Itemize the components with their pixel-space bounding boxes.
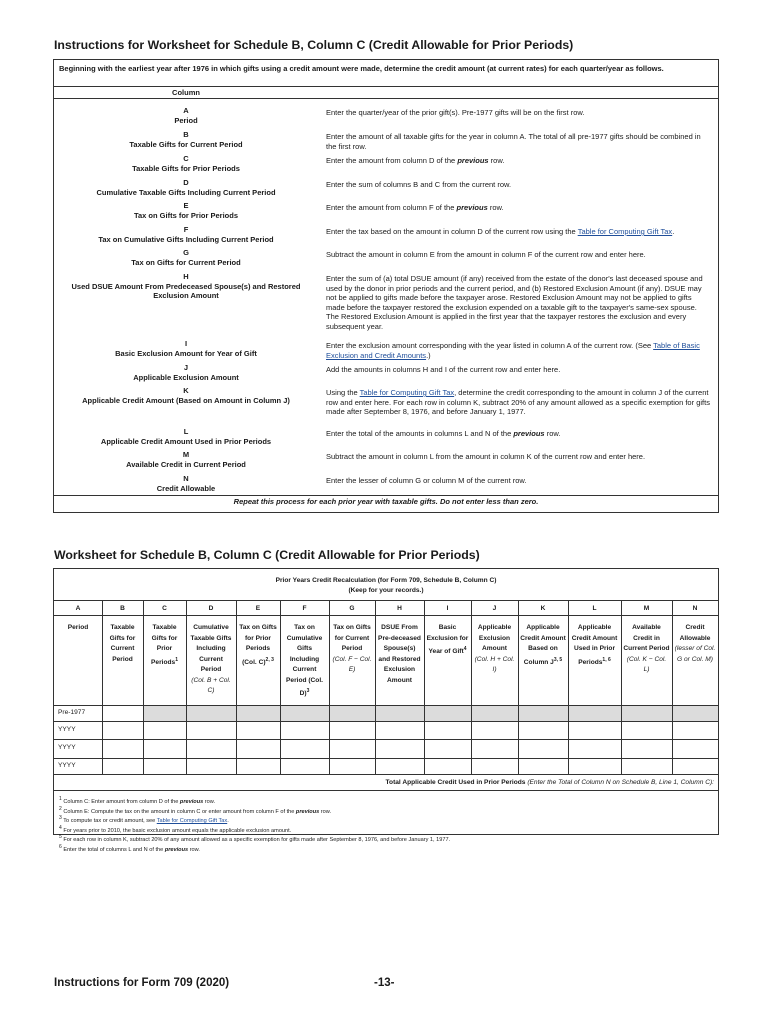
column-heading (104, 623, 141, 665)
worksheet-table (53, 568, 719, 853)
column-letter: E (255, 605, 261, 612)
column-name: Period (174, 115, 198, 125)
grid-line (471, 600, 472, 774)
grid-line (54, 600, 718, 601)
column-heading (473, 623, 516, 676)
column-instruction: Using the Table for Computing Gift Tax, determine the credit corresponding to the amount in column J of the current row and enter here. For each row in column K, subtract 20% of any amount allowed as a specific exemption for gifts made after September 8, 1976, and before January 1, 1977. (326, 388, 710, 416)
footnote-number: 4 (59, 824, 62, 831)
column-letter: L (183, 427, 189, 436)
grid-line (424, 600, 425, 774)
footnote-number: 6 (59, 843, 62, 850)
emphasis: previous (457, 156, 489, 165)
grid-line (54, 790, 718, 791)
column-name: Taxable Gifts for Prior Periods (132, 163, 240, 173)
column-instruction: Enter the total of the amounts in columns L and N of the previous row. (326, 429, 561, 438)
column-label (54, 178, 318, 197)
column-instruction: Add the amounts in columns H and I of the current row and enter here. (326, 365, 561, 374)
column-name: Basic Exclusion Amount for Year of Gift (115, 348, 257, 358)
column-instruction: Enter the amount from column D of the previous row. (326, 156, 505, 165)
column-letter: J (183, 363, 189, 372)
column-heading (331, 623, 373, 676)
heading-text: Taxable Gifts for Prior Periods (151, 624, 178, 666)
grid-line (329, 600, 330, 774)
grid-line (54, 705, 718, 706)
column-name: Cumulative Taxable Gifts Including Current Period (96, 187, 276, 197)
column-heading (188, 623, 234, 697)
instructions-intro: Beginning with the earliest year after 1976 in which gifts using a credit amount were made, determine the credit amount (at current rates) for each quarter/year as follows. (59, 64, 664, 73)
column-header: Column (172, 88, 200, 97)
formula-note: (Col. B + Col. C) (191, 676, 231, 694)
grid-line (672, 600, 673, 774)
instructions-title: Instructions for Worksheet for Schedule B, Column C (Credit Allowable for Prior Periods) (54, 38, 574, 52)
grid-line (518, 600, 519, 774)
shaded-cell (143, 706, 718, 721)
column-heading (623, 623, 670, 676)
row-period-label: Pre-1977 (58, 709, 86, 716)
column-heading (377, 623, 422, 686)
grid-line (54, 739, 718, 740)
column-letter: H (183, 272, 189, 281)
column-letter: M (643, 605, 650, 612)
row-period-label: YYYY (58, 744, 76, 751)
column-label (54, 386, 318, 405)
emphasis: previous (179, 798, 204, 805)
column-letter: B (120, 605, 125, 612)
column-letter: A (75, 605, 81, 612)
footnote-ref: 4 (463, 646, 467, 652)
column-letter: G (183, 248, 189, 257)
footnote: $^6$ Enter the total of columns L and N of the previous row. (59, 843, 200, 853)
grid-line (621, 600, 622, 774)
footnote-ref: 2, 3 (265, 656, 274, 663)
footer-form-name: Instructions for Form 709 (2020) (54, 977, 230, 989)
footnote-ref: 1 (175, 656, 178, 663)
worksheet-caption (54, 576, 718, 596)
grid-line (54, 774, 718, 775)
footnote-ref: 3, 5 (553, 656, 563, 663)
grid-line (186, 600, 187, 774)
column-letter: N (692, 605, 698, 612)
column-heading (674, 623, 716, 665)
heading-text: Applicable Credit Amount Used in Prior Periods (571, 624, 618, 666)
grid-line (54, 758, 718, 759)
row-period-label: YYYY (58, 726, 76, 733)
footnote: $^2$ Column E: Compute the tax on the amount in column C or enter amount from column F of the previous row. (59, 805, 332, 815)
column-instruction: Enter the amount from column F of the previous row. (326, 203, 504, 212)
column-instruction: Enter the sum of columns B and C from the current row. (326, 180, 512, 189)
column-instruction: Subtract the amount in column L from the amount in column K of the current row and enter here. (326, 452, 646, 461)
column-letter: N (183, 474, 189, 483)
footnote-number: 5 (59, 834, 62, 840)
formula-note: (Col. K − Col. L) (626, 655, 667, 673)
column-instruction: Enter the exclusion amount corresponding with the year listed in column A of the current row. (See Table of Basic Exclusion and Credit Amounts.) (326, 341, 700, 360)
grid-line (375, 600, 376, 774)
column-letter: G (349, 605, 355, 612)
column-letter: E (183, 201, 189, 210)
column-letter: D (208, 605, 214, 612)
column-instruction: Enter the amount of all taxable gifts for the year in column A. The total of all pre-1977 gifts should be combined in the first row. (326, 132, 701, 151)
footnote: $^3$ To compute tax or credit amount, see Table for Computing Gift Tax. (59, 815, 229, 824)
column-name: Credit Allowable (156, 483, 216, 493)
column-letter: I (184, 339, 188, 348)
column-instruction: Enter the lesser of column G or column M of the current row. (326, 476, 527, 485)
footnote-number: 2 (59, 805, 62, 812)
table-link[interactable]: Table for Computing Gift Tax (577, 227, 673, 236)
column-heading (238, 623, 278, 668)
heading-text: Basic Exclusion for Year of Gift (426, 624, 469, 656)
column-heading (570, 623, 619, 668)
divider (54, 98, 718, 99)
heading-text: Tax on Cumulative Gifts Including Current Period (Col. D) (286, 624, 323, 698)
column-instruction: Enter the tax based on the amount in column D of the current row using the Table for Computing Gift Tax. (326, 227, 675, 236)
column-name: Tax on Gifts for Prior Periods (133, 210, 239, 220)
column-letter: B (183, 130, 189, 139)
heading-text: DSUE From Pre-deceased Spouse(s) and Restored Exclusion Amount (378, 624, 421, 684)
column-instruction: Enter the quarter/year of the prior gift(s). Pre-1977 gifts will be on the first row. (326, 108, 585, 117)
column-label (54, 154, 318, 173)
emphasis: previous (164, 846, 189, 853)
heading-text: Applicable Credit Amount Based on Column J (520, 624, 566, 666)
column-label (54, 106, 318, 125)
column-instruction: Subtract the amount in column E from the amount in column F of the current row and enter here. (326, 250, 646, 259)
footnote-ref: 3 (306, 688, 310, 694)
column-instruction: Enter the sum of (a) total DSUE amount (if any) received from the estate of the donor's last deceased spouse and used by the donor in prior periods and the current period, and (b) Restored Exclusion Amount (if any). DSUE may not be applied to gifts made before the taxpayer arose. Restored Exclusion Amount may not be applied to gifts made before the taxpayer restored the exclusion expended on a taxable gift to the taxpayer's same-sex spouse. The Restored Exclusion Amount is applied in the first year that the taxpayer restores the exclusion and every subsequent year. (326, 274, 703, 331)
column-letter: H (397, 605, 402, 612)
column-heading (282, 623, 327, 700)
grid-line (236, 600, 237, 774)
footnote: $^5$ For each row in column K, subtract 20% of any amount allowed as a specific exemption for gifts made after September 8, 1976, and before January 1, 1977. (59, 834, 451, 843)
footnote: $^4$ For years prior to 2010, the basic exclusion amount equals the applicable exclusion amount. (59, 824, 292, 834)
grid-line (143, 600, 144, 774)
footnote-number: 3 (59, 815, 62, 821)
column-label (54, 427, 318, 446)
footer-page-number: -13- (374, 977, 395, 989)
column-heading (56, 623, 100, 634)
grid-line (280, 600, 281, 774)
worksheet-title: Worksheet for Schedule B, Column C (Credit Allowable for Prior Periods) (54, 548, 480, 562)
column-heading (520, 623, 566, 668)
column-letter: K (183, 386, 189, 395)
column-name: Tax on Gifts for Current Period (131, 257, 241, 267)
column-heading (145, 623, 184, 668)
footnote-ref: 1, 6 (602, 656, 611, 663)
column-label (54, 248, 318, 267)
grid-line (568, 600, 569, 774)
heading-text: Period (67, 624, 89, 631)
heading-text: Credit Allowable (679, 624, 711, 642)
column-name: Taxable Gifts for Current Period (129, 139, 243, 149)
column-letter: F (183, 225, 189, 234)
column-letter: I (446, 605, 449, 612)
column-letter: M (182, 450, 190, 459)
column-letter: J (492, 605, 497, 612)
divider (54, 86, 718, 87)
column-heading (426, 623, 469, 658)
total-label-text: Total Applicable Credit Used in Prior Periods (385, 779, 526, 786)
heading-text: Available Credit in Current Period (623, 624, 670, 652)
column-label (54, 474, 318, 493)
formula-note: (lesser of Col. G or Col. M) (674, 645, 716, 663)
heading-text: Taxable Gifts for Current Period (109, 624, 136, 663)
column-name: Available Credit in Current Period (126, 459, 246, 469)
column-letter: C (162, 605, 167, 612)
footnote: $^1$ Column C: Enter amount from column D of the previous row. (59, 796, 216, 805)
heading-text: Cumulative Taxable Gifts Including Current Period (190, 624, 232, 673)
column-label (54, 339, 318, 358)
column-label (54, 272, 318, 301)
column-name: Applicable Exclusion Amount (133, 372, 239, 382)
column-letter: A (183, 106, 189, 115)
column-letter: C (183, 154, 189, 163)
formula-note: (Col. H + Col. I) (474, 655, 515, 673)
column-name: Applicable Credit Amount Used in Prior Periods (100, 436, 272, 446)
column-name: Tax on Cumulative Gifts Including Current Period (98, 234, 274, 244)
column-label (54, 201, 318, 220)
repeat-note: Repeat this process for each prior year with taxable gifts. Do not enter less than zero. (233, 497, 539, 506)
heading-text: Tax on Gifts for Prior Periods (Col. C) (239, 624, 277, 666)
table-link[interactable]: Table for Computing Gift Tax (156, 817, 228, 824)
emphasis: previous (295, 808, 320, 815)
column-letter: F (302, 605, 307, 612)
caption-line-1: Prior Years Credit Recalculation (for Form 709, Schedule B, Column C) (275, 577, 497, 584)
instructions-box (53, 59, 719, 513)
formula-note: (Col. F − Col. E) (332, 655, 372, 673)
column-label (54, 450, 318, 469)
row-period-label: YYYY (58, 762, 76, 769)
column-label (54, 130, 318, 149)
column-label (54, 225, 318, 244)
column-label (54, 363, 318, 382)
column-letter: K (540, 605, 546, 612)
grid-line (102, 600, 103, 774)
table-link[interactable]: Table of Basic Exclusion and Credit Amounts (326, 341, 700, 360)
column-name: Applicable Credit Amount (Based on Amount in Column J) (82, 395, 290, 405)
grid-line (54, 615, 718, 616)
heading-text: Tax on Gifts for Current Period (333, 624, 371, 652)
emphasis: previous (456, 203, 488, 212)
emphasis: previous (513, 429, 545, 438)
total-label (54, 779, 714, 786)
divider (54, 495, 718, 496)
caption-line-2: (Keep for your records.) (348, 587, 424, 594)
footnote-number: 1 (59, 796, 62, 802)
total-note: (Enter the Total of Column N on Schedule B, Line 1, Column C): (527, 779, 714, 786)
column-letter: L (592, 605, 597, 612)
table-link[interactable]: Table for Computing Gift Tax (359, 388, 455, 397)
column-letter: D (183, 178, 189, 187)
grid-line (54, 721, 718, 722)
column-name: Used DSUE Amount From Predeceased Spouse(s) and Restored Exclusion Amount (71, 281, 301, 300)
heading-text: Applicable Exclusion Amount (477, 624, 512, 652)
